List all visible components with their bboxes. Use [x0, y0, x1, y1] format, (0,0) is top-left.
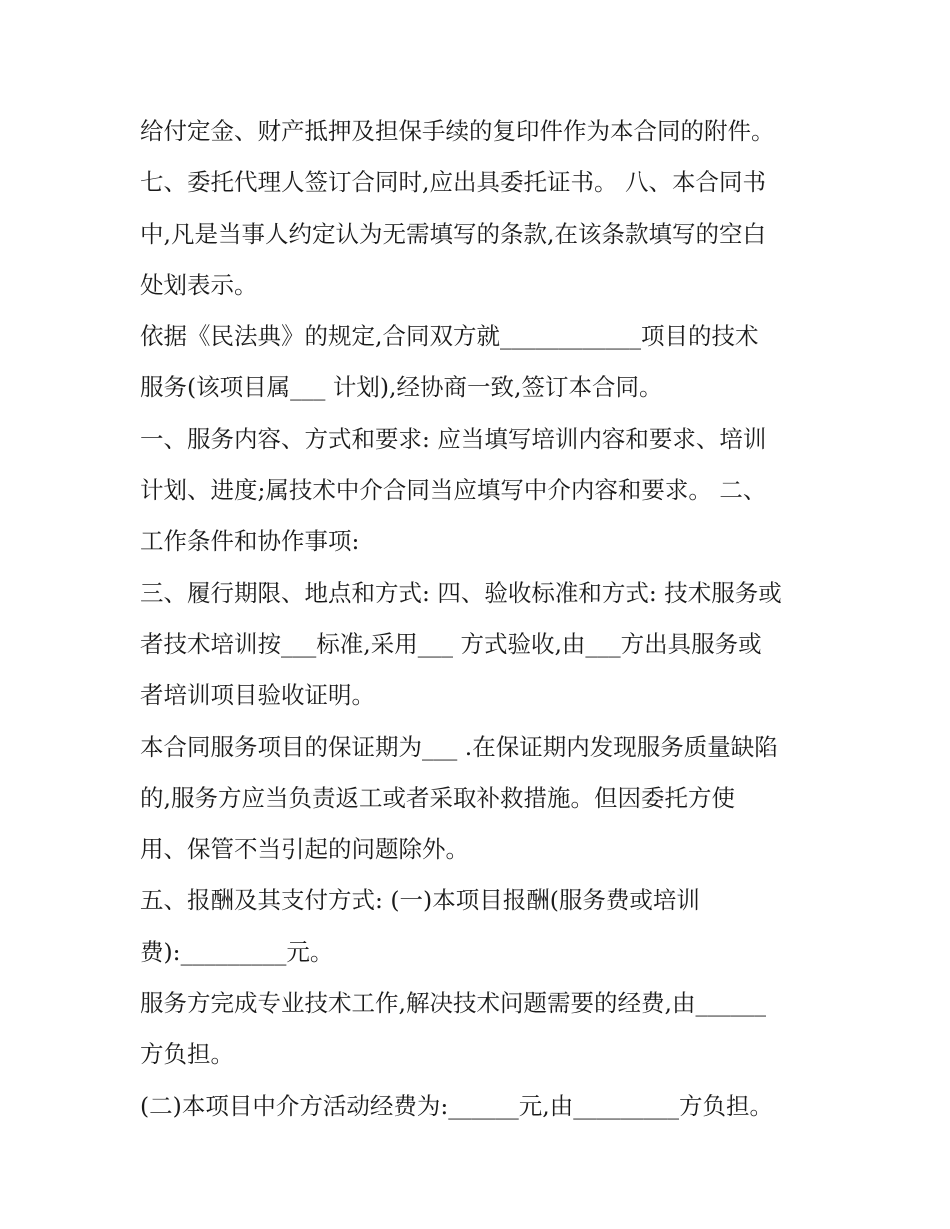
text-line: 给付定金、财产抵押及担保手续的复印件作为本合同的附件。	[140, 117, 775, 145]
text-line: 者培训项目验收证明。	[140, 681, 375, 710]
text-line: 方负担。	[140, 1040, 234, 1069]
text-line: 的,服务方应当负责返工或者采取补救措施。但因委托方使	[140, 783, 735, 812]
text-line: 服务(该项目属___ 计划),经协商一致,签订本合同。	[140, 373, 663, 402]
text-line: 中,凡是当事人约定认为无需填写的条款,在该条款填写的空白	[140, 219, 766, 248]
text-line: 一、服务内容、方式和要求: 应当填写培训内容和要求、培训	[140, 424, 767, 453]
text-line: 本合同服务项目的保证期为___ .在保证期内发现服务质量缺陷	[140, 732, 778, 761]
text-line: 七、委托代理人签订合同时,应出具委托证书。 八、本合同书	[140, 168, 766, 197]
text-line: 工作条件和协作事项:	[140, 527, 360, 556]
text-line: 计划、进度;属技术中介合同当应填写中介内容和要求。 二、	[140, 476, 767, 505]
text-line: 处划表示。	[140, 270, 258, 299]
text-line: 费):_________元。	[140, 937, 334, 966]
text-line: 依据《民法典》的规定,合同双方就____________项目的技术	[140, 322, 759, 351]
text-line: 者技术培训按___标准,采用___ 方式验收,由___方出具服务或	[140, 629, 762, 658]
contract-text	[140, 106, 820, 1132]
text-line: 三、履行期限、地点和方式: 四、验收标准和方式: 技术服务或	[140, 578, 782, 607]
text-line: 用、保管不当引起的问题除外。	[140, 835, 469, 864]
text-line: 服务方完成专业技术工作,解决技术问题需要的经费,由______	[140, 989, 766, 1018]
text-line: (二)本项目中介方活动经费为:______元,由_________方负担。	[140, 1091, 773, 1120]
text-line: 五、报酬及其支付方式: (一)本项目报酬(服务费或培训	[140, 886, 700, 915]
